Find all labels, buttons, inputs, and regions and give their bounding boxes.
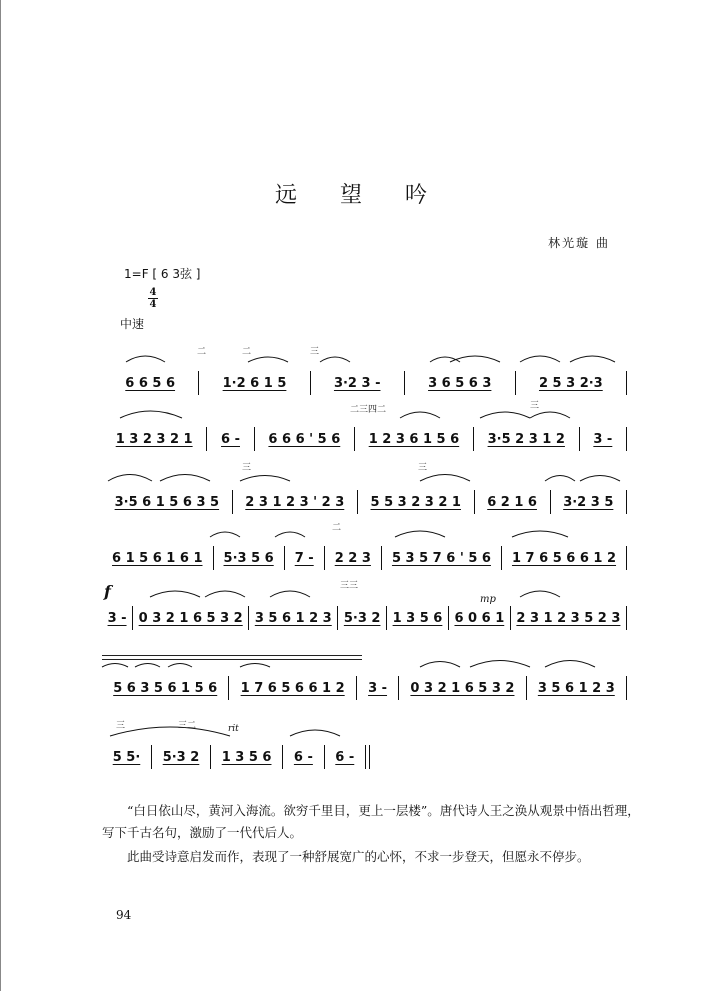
fingering-mark: 三 [310, 347, 320, 357]
measure: 6 - [221, 431, 240, 447]
measure: 3·5 6 1 5 6 3 5 [114, 494, 220, 510]
slur-arc [240, 476, 290, 482]
slur-arc [545, 476, 575, 482]
fingering-mark: 三 [418, 463, 428, 473]
slur-arc [205, 591, 245, 597]
slur-arc [580, 476, 620, 482]
score-row-6 [102, 675, 627, 701]
slur-arc [450, 356, 500, 362]
measure: 5 3 5 7 6 ' 5 6 [391, 550, 491, 566]
score-row-7 [102, 744, 372, 770]
slur-arc [395, 531, 445, 537]
phrase-rule [102, 659, 362, 660]
score-row-1 [102, 370, 627, 396]
score-row-5 [102, 605, 627, 631]
measure: 3 6 5 6 3 [428, 375, 492, 391]
fingering-mark: 三 [530, 401, 540, 411]
fingering-mark: 三二 [178, 721, 197, 731]
slur-arc [570, 356, 615, 362]
slur-arc [420, 662, 460, 668]
score-row-3 [102, 489, 627, 515]
slur-arc [470, 661, 530, 668]
barline [626, 546, 627, 570]
slur-arc [108, 475, 152, 482]
fingering-mark: 二三四二 [350, 405, 387, 415]
slur-arc [168, 664, 192, 668]
barline [626, 371, 627, 395]
slur-arc [530, 412, 570, 418]
dynamic-mezzo-piano: mp [480, 594, 496, 605]
fingering-mark: 三 [242, 463, 252, 473]
slur-arc [110, 727, 230, 736]
slur-arc [135, 664, 160, 668]
slur-arc [126, 356, 165, 362]
ritardando-marking: rit [228, 724, 239, 734]
slur-arc [210, 532, 240, 537]
time-signature-top: 4 [149, 287, 157, 298]
slur-arc [102, 664, 128, 668]
measure: 5 6 3 5 6 1 5 6 [113, 680, 218, 696]
measure: 1 3 5 6 [392, 610, 443, 626]
measure: 7 - [294, 550, 314, 566]
composer-credit: 林光璇 曲 [548, 236, 610, 250]
slur-arc [512, 531, 568, 537]
scan-edge-line [0, 0, 1, 991]
barline [626, 606, 627, 630]
description-paragraph-2: 此曲受诗意启发而作，表现了一种舒展宽广的心怀，不求一步登天，但愿永不停步。 [127, 849, 590, 864]
slur-arc [430, 357, 460, 362]
measure: 2 3 1 2 3 ' 2 3 [245, 494, 345, 510]
measure: 3·2 3 5 [563, 494, 614, 510]
slur-arc [290, 730, 340, 736]
measure: 5·3 2 [343, 610, 381, 626]
slur-arc [240, 664, 270, 668]
fingering-mark: 三 [116, 721, 126, 731]
slur-arc [275, 532, 305, 537]
measure: 1 2 3 6 1 5 6 [368, 431, 460, 447]
fingering-mark: 三三 [340, 581, 359, 591]
measure: 6 - [293, 749, 313, 765]
final-barline [365, 745, 366, 769]
score-row-2 [102, 426, 627, 452]
fingering-mark: 二 [242, 347, 252, 357]
slur-arc [520, 591, 560, 597]
slur-arc [320, 357, 350, 362]
measure: 3·5 2 3 1 2 [487, 431, 565, 447]
slur-arc [270, 591, 310, 597]
score-row-4 [102, 545, 627, 571]
measure: 2 2 3 [334, 550, 371, 566]
key-signature: 1=F [ 6 3弦 ] [124, 267, 201, 281]
slur-arc [420, 475, 470, 482]
measure: 3·2 3 - [333, 375, 381, 391]
measure: 2 5 3 2·3 [538, 375, 603, 391]
measure: 2 3 1 2 3 5 2 3 [516, 610, 621, 626]
barline [626, 427, 627, 451]
measure: 6 6 6 ' 5 6 [268, 431, 341, 447]
measure: 6 0 6 1 [454, 610, 505, 626]
fingering-mark: 二 [197, 347, 207, 357]
song-title: 远 望 吟 [275, 183, 445, 208]
dynamic-forte: f [104, 582, 111, 601]
barline [626, 490, 627, 514]
measure: 1 3 2 3 2 1 [115, 431, 193, 447]
measure: 6 2 1 6 [487, 494, 537, 510]
measure: 6 - [335, 749, 355, 765]
measure: 6 1 5 6 1 6 1 [112, 550, 203, 566]
time-signature-bottom: 4 [149, 299, 157, 310]
slur-arc [150, 591, 200, 597]
measure: 5 5 3 2 3 2 1 [370, 494, 461, 510]
measure: 5·3 2 [162, 749, 200, 765]
measure: 0 3 2 1 6 5 3 2 [138, 610, 243, 626]
measure: 0 3 2 1 6 5 3 2 [410, 680, 515, 696]
measure: 6 6 5 6 [125, 375, 176, 391]
measure: 1 7 6 5 6 6 1 2 [511, 550, 617, 566]
measure: 5·3 5 6 [223, 550, 274, 566]
measure: 3 5 6 1 2 3 [537, 680, 615, 696]
measure: 1 3 5 6 [221, 749, 272, 765]
tempo-marking: 中速 [120, 317, 145, 331]
measure: 1 7 6 5 6 6 1 2 [240, 680, 345, 696]
measure: 5 5· [112, 749, 141, 765]
slur-arc [400, 412, 440, 418]
measure: 3 5 6 1 2 3 [254, 610, 332, 626]
slur-arc [248, 357, 288, 362]
description-paragraph-1: “白日依山尽，黄河入海流。欲穷千里目，更上一层楼”。唐代诗人王之涣从观景中悟出哲理，写下千古名句，激励了一代代后人。 [102, 803, 640, 840]
phrase-rule [102, 655, 362, 656]
time-signature [148, 288, 158, 310]
measure: 3 - [593, 431, 613, 447]
page-number: 94 [116, 908, 132, 922]
slur-arc [480, 412, 530, 418]
slur-arc [120, 411, 182, 418]
barline [626, 676, 627, 700]
measure: 3 - [107, 610, 127, 626]
measure: 1·2 6 1 5 [222, 375, 287, 391]
measure: 3 - [368, 680, 388, 696]
slur-arc [545, 661, 595, 668]
fingering-mark: 二 [332, 523, 342, 533]
slur-arc [160, 475, 210, 482]
slur-arc [520, 356, 560, 362]
